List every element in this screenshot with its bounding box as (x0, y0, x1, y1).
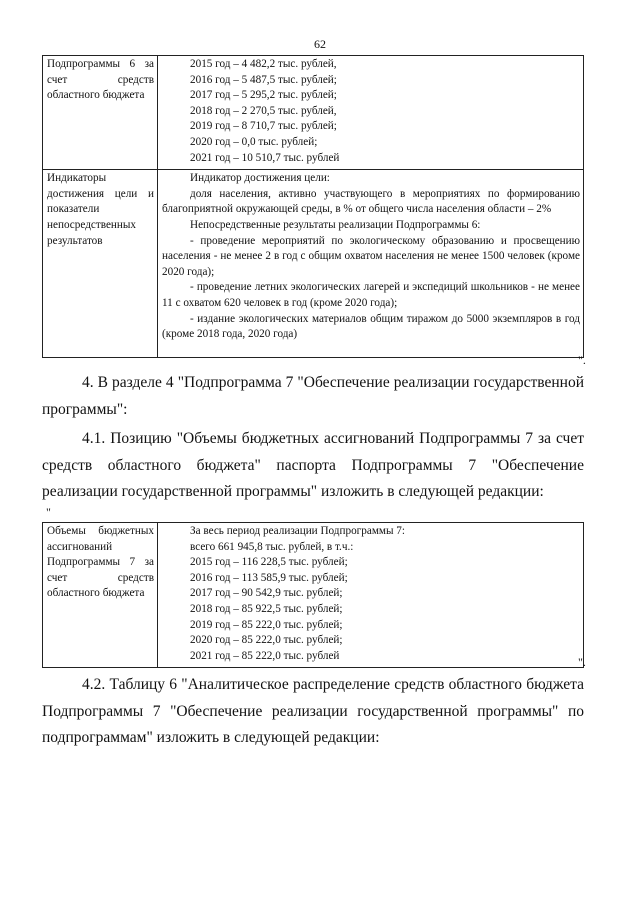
indicator-paragraph: - проведение летних экологических лагерей и экспедиций школьников - не менее 11 с охватом 620 человек в год (кроме 2020 года); (162, 281, 580, 309)
budget-line: За весь период реализации Подпрограммы 7: (190, 525, 405, 537)
budget-line: 2016 год – 5 487,5 тыс. рублей; (190, 73, 337, 86)
budget-line: 2015 год – 4 482,2 тыс. рублей, (190, 58, 337, 70)
row-label: Подпрограммы 6 за счет средств областного бюджета (43, 56, 158, 170)
table-row (43, 56, 584, 170)
budget-line: 2018 год – 85 922,5 тыс. рублей; (190, 602, 343, 615)
subprogram-7-table (42, 522, 584, 668)
indicator-paragraph: Индикатор достижения цели: (190, 172, 330, 185)
closing-quote: ". (578, 353, 586, 367)
budget-line: 2020 год – 0,0 тыс. рублей; (190, 135, 318, 148)
budget-line: 2019 год – 85 222,0 тыс. рублей; (190, 618, 343, 631)
indicator-text (158, 170, 584, 358)
budget-line: 2015 год – 116 228,5 тыс. рублей; (190, 556, 348, 569)
closing-quote: ". (578, 655, 586, 669)
budget-line: 2018 год – 2 270,5 тыс. рублей, (190, 104, 337, 117)
budget-line: 2017 год – 5 295,2 тыс. рублей; (190, 89, 337, 102)
section-4-2-paragraph: 4.2. Таблицу 6 "Аналитическое распределение средств областного бюджета Подпрограммы 7 "Обеспечение реализации государственной программы" по подпрограммам" изложить в следующей редакции: (42, 676, 584, 746)
opening-quote: " (46, 505, 51, 519)
indicator-paragraph: - издание экологических материалов общим тиражом до 5000 экземпляров в год (кроме 2018 года, 2020 года) (162, 312, 580, 341)
budget-values (158, 56, 584, 170)
row-label: Объемы бюджетных ассигнований Подпрограммы 7 за счет средств областного бюджета (43, 523, 158, 668)
subprogram-6-table (42, 55, 584, 358)
budget-line: 2016 год – 113 585,9 тыс. рублей; (190, 571, 348, 584)
table-row (43, 523, 584, 668)
budget-line: 2019 год – 8 710,7 тыс. рублей; (190, 120, 337, 133)
row-label: Индикаторы достижения цели и показатели непосредственных результатов (43, 170, 158, 358)
indicator-paragraph: - проведение мероприятий по экологическому образованию и просвещению населения - не менее 2 в год с общим охватом населения не менее 1500 человек (кроме 2020 года); (162, 234, 580, 278)
indicator-paragraph: доля населения, активно участвующего в мероприятиях по формированию благоприятной окружающей среды, в % от общего числа населения области – 2% (162, 187, 580, 216)
indicator-paragraph: Непосредственные результаты реализации Подпрограммы 6: (190, 218, 481, 231)
budget-line: 2021 год – 10 510,7 тыс. рублей (190, 151, 340, 164)
budget-line: всего 661 945,8 тыс. рублей, в т.ч.: (190, 540, 354, 553)
section-4-1-paragraph: 4.1. Позицию "Объемы бюджетных ассигнований Подпрограммы 7 за счет средств областного бюджета" паспорта Подпрограммы 7 "Обеспечение реализации государственной программы" изложить в следующей редакции: (42, 430, 584, 500)
budget-line: 2020 год – 85 222,0 тыс. рублей; (190, 634, 343, 647)
budget-line: 2017 год – 90 542,9 тыс. рублей; (190, 587, 343, 600)
page-number: 62 (314, 37, 326, 51)
budget-values (158, 523, 584, 668)
budget-line: 2021 год – 85 222,0 тыс. рублей (190, 649, 340, 662)
table-row (43, 170, 584, 358)
section-4-paragraph: 4. В разделе 4 "Подпрограмма 7 "Обеспечение реализации государственной программы": (42, 374, 584, 418)
